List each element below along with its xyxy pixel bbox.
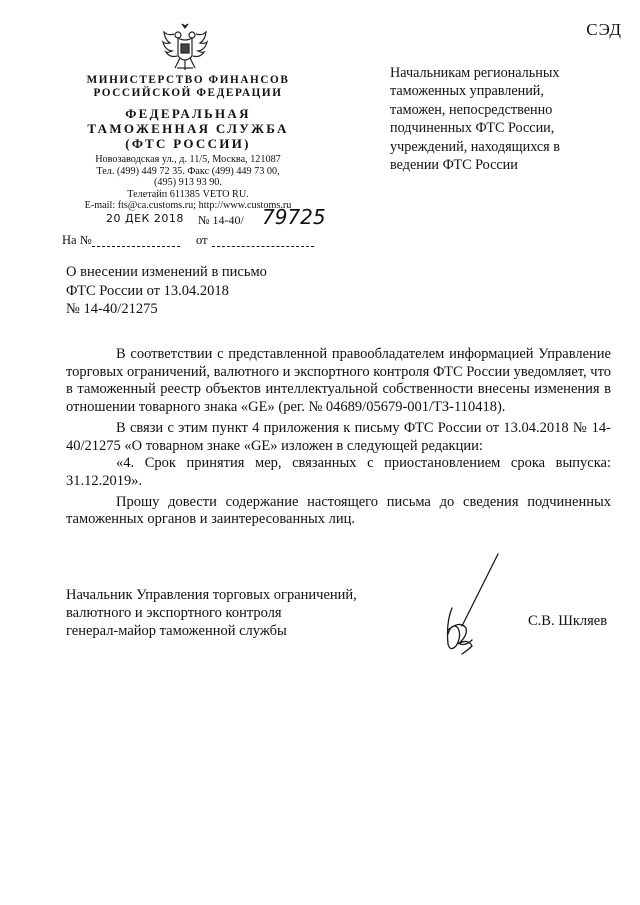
body-paragraph-3: «4. Срок принятия мер, связанных с приостановлением срока выпуска: 31.12.2019». <box>66 455 611 489</box>
body-paragraph-4: Прошу довести содержание настоящего письма до сведения подчиненных таможенных органов и заинтересованных лиц. <box>66 493 611 528</box>
signer-name: С.В. Шкляев <box>528 613 608 629</box>
email-web: E-mail: fts@ca.customs.ru; http://www.customs.ru <box>84 200 292 212</box>
sed-mark: СЭД <box>586 20 622 39</box>
on-label: На № <box>62 233 92 247</box>
phone-fax: Тел. (499) 449 72 35. Факс (499) 449 73 00, <box>96 165 280 177</box>
address: Новозаводская ул., д. 11/5, Москва, 121087 <box>95 154 281 165</box>
outgoing-number-field <box>196 205 326 229</box>
from-label: от <box>196 233 208 247</box>
from-date-blank <box>212 246 314 247</box>
fax-2: (495) 913 93 90. <box>154 177 222 189</box>
date-stamp: 20 ДЕК 2018 <box>106 212 184 225</box>
number-handwritten: 79725 <box>262 205 326 229</box>
russian-coat-of-arms-icon <box>160 22 210 76</box>
ministry-name: МИНИСТЕРСТВО ФИНАНСОВ РОССИЙСКОЙ ФЕДЕРАЦИИ <box>86 74 290 99</box>
signer-title: Начальник Управления торговых ограничений, валютного и экспортного контроля генерал-майор таможенной службы <box>66 587 357 639</box>
number-prefix: № 14-40/ <box>198 213 244 227</box>
letter-subject: О внесении изменений в письмо ФТС России от 13.04.2018 № 14-40/21275 <box>66 264 267 317</box>
service-name: ФЕДЕРАЛЬНАЯ ТАМОЖЕННАЯ СЛУЖБА (ФТС РОССИИ) <box>87 106 289 151</box>
contacts-block <box>60 154 316 212</box>
addressee-block: Начальникам региональных таможенных управлений, таможен, непосредственно подчиненных ФТС России, учреждений, находящихся в ведении ФТС России <box>390 65 560 174</box>
body-paragraph-2: В связи с этим пункт 4 приложения к письму ФТС России от 13.04.2018 № 14-40/21275 «О товарном знаке «GE» изложен в следующей редакции: <box>66 419 611 454</box>
date-field <box>62 211 187 229</box>
reference-line <box>62 232 322 250</box>
body-paragraph-1: В соответствии с представленной правообладателем информацией Управление торговых ограничений, валютного и экспортного контроля ФТС России уведомляет, что в таможенный реестр объектов интеллектуальной собственности внесены изменения в отношении товарного знака «GE» (рег. № 04689/05679-001/ТЗ-110418). <box>66 346 611 416</box>
on-number-blank <box>92 246 180 247</box>
handwritten-signature-icon <box>420 548 520 668</box>
letter-body <box>66 346 611 529</box>
teletype: Телетайп 611385 VETO RU. <box>127 188 249 200</box>
